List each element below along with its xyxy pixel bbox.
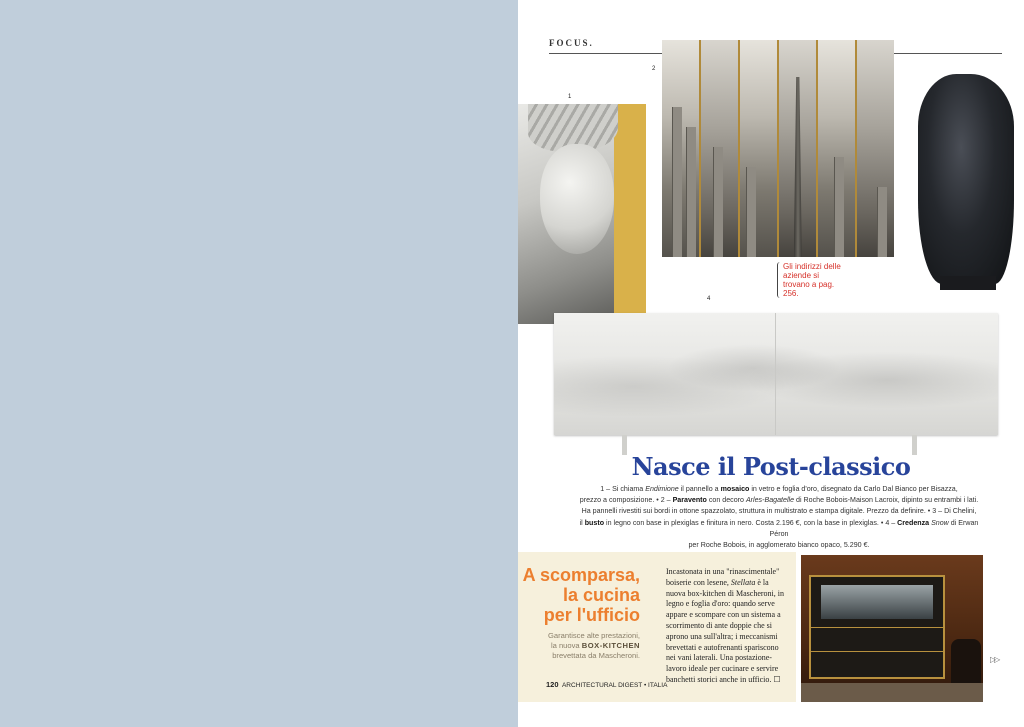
label-4: 4 [707,296,711,302]
section-label: FOCUS. [549,38,594,48]
box-title: A scomparsa, la cucina per l'ufficio [522,565,640,625]
address-note: Gli indirizzi delle aziende si trovano a pag. 256. [777,262,843,298]
page-footer [546,680,667,689]
magazine-name: ARCHITECTURAL DIGEST • ITALIA [561,682,668,689]
box-body-text: Incastonata in una "rinascimentale" boiserie con lesene, Stellata è la nuova box-kitchen di Mascheroni, in legno e foglia d'oro: quando serve appare e scompare con un sistema a scorrimento di ante doppie che si aprono una sull'altra; i meccanismi brevettati e autofrenanti spariscono nei vani laterali. Una postazione-lavoro ideale per cucinare e servire banchetti storici anche in ufficio. ☐ [666,567,784,684]
box-kitchen-image [801,555,983,702]
page-number: 120 [546,680,559,689]
caption: 1 – Si chiama Endimione il pannello a mosaico in vetro e foglia d'oro, disegnato da Carlo Dal Bianco per Bisazza, prezzo a composizione. • 2 – Paravento con decoro Arles-Bagatelle di Roche Bobois-Maison Lacroix, dipinto su entrambi i lati. Ha pannelli rivestiti sui bordi in ottone spazzolato, struttura in multistrato e stampa digitale. Prezzo da definire. • 3 – Di Chelini, il busto in legno con base in plexiglas e finitura in nero. Costa 2.196 €, con la base in plexiglas. • 4 – Credenza Snow di Erwan Péron per Roche Bobois, in agglomerato bianco opaco, 5.290 €. [579,485,979,550]
box-subtitle: Garantisce alte prestazioni, la nuova BOX-KITCHEN brevettata da Mascheroni. [547,631,640,660]
credenza-image [554,307,998,455]
label-1: 1 [568,94,572,100]
article-title: Nasce il Post-classico [631,452,911,481]
next-page-arrow-icon: ▷▷ [990,655,999,664]
mosaic-panel-image [518,104,646,324]
black-bust-image [904,68,1022,292]
magazine-page [518,0,1024,727]
folding-screen-image [662,40,894,257]
label-2: 2 [652,66,656,72]
